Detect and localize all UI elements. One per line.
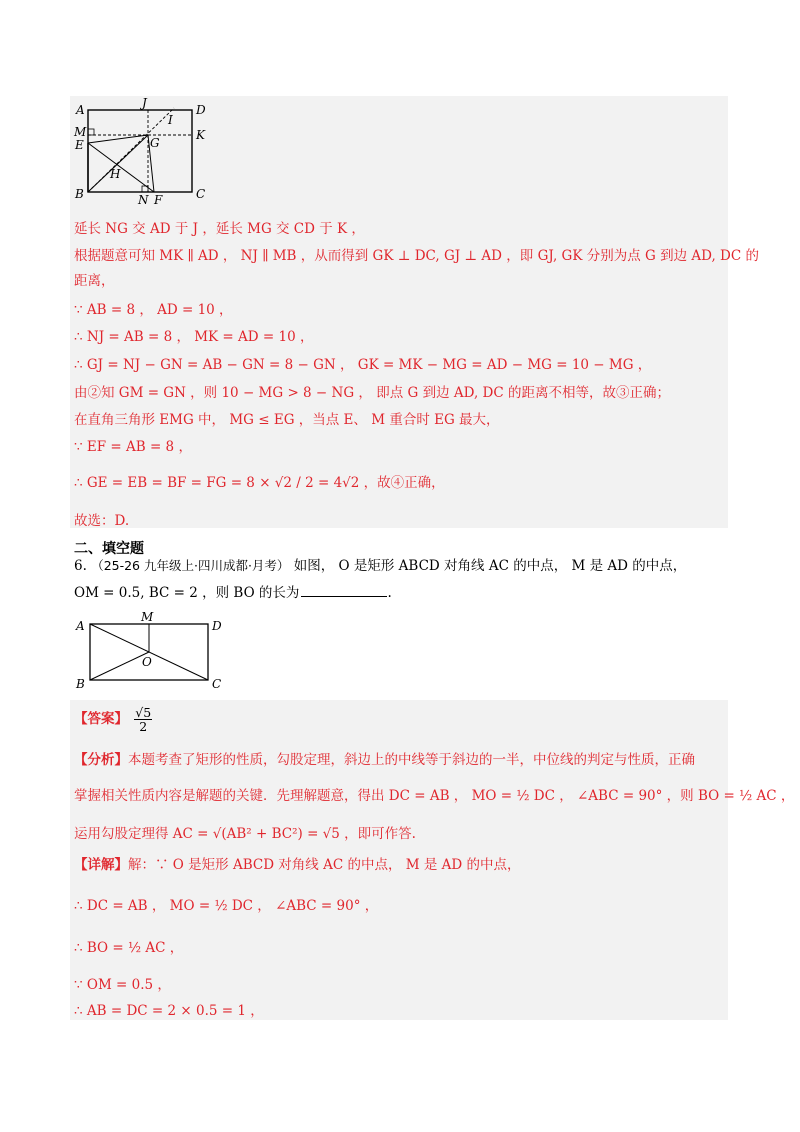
solution-line-10: ∴ GE = EB = BF = FG = 8 × √2 / 2 = 4√2 ，故④正确， xyxy=(74,475,445,491)
solution-line-6: ∴ GJ = NJ − GN = AB − GN = 8 − GN ， GK = MK − MG = AD − MG = 10 − MG ， xyxy=(74,357,652,373)
solution-line-7: 由②知 GM = GN ，则 10 − MG > 8 − NG ， 即点 G 到边 AD, DC 的距离不相等，故③正确； xyxy=(74,385,670,401)
detail-line-1 xyxy=(74,857,521,873)
question-text-a: 如图， O 是矩形 ABCD 对角线 AC 的中点， M 是 AD 的中点， xyxy=(293,558,687,574)
answer-value: $\frac{√5}{2}$ xyxy=(135,705,152,735)
section-title: 二、填空题 xyxy=(74,541,144,557)
solution-line-3: 距离， xyxy=(74,273,115,289)
analysis-line-2: 掌握相关性质内容是解题的关键．先理解题意，得出 DC = AB ， MO = ½ DC ， ∠ABC = 90° ，则 BO = ½ AC ， xyxy=(74,788,795,804)
question-number: 6. xyxy=(74,558,87,574)
analysis-line-3: 运用勾股定理得 AC = √(AB² + BC²) = √5 ，即可作答. xyxy=(74,826,416,842)
detail-line-5: ∴ AB = DC = 2 × 0.5 = 1 ， xyxy=(74,1003,264,1019)
question-line-2 xyxy=(74,585,392,601)
label-C: C xyxy=(196,187,206,201)
label-O2: O xyxy=(142,655,152,669)
label-G: G xyxy=(150,136,160,150)
label-E: E xyxy=(75,138,84,152)
solution-line-11: 故选：D. xyxy=(74,513,130,529)
label-K: K xyxy=(196,128,205,142)
label-M: M xyxy=(74,125,87,139)
solution-line-5: ∴ NJ = AB = 8 ， MK = AD = 10 ， xyxy=(74,329,314,345)
label-D2: D xyxy=(212,619,222,633)
rectangle-figure-abcd xyxy=(70,612,230,692)
analysis-line-1 xyxy=(74,752,695,768)
analysis-text-1: 本题考查了矩形的性质，勾股定理，斜边上的中线等于斜边的一半，中位线的判定与性质，正确 xyxy=(128,752,695,768)
label-N: N xyxy=(138,193,149,207)
solution-line-4: ∵ AB = 8 ， AD = 10 ， xyxy=(74,302,233,318)
label-B2: B xyxy=(76,677,85,691)
label-C2: C xyxy=(212,677,222,691)
detail-line-2: ∴ DC = AB ， MO = ½ DC ， ∠ABC = 90° ， xyxy=(74,898,379,914)
geometry-figure-efgb xyxy=(70,98,220,208)
detail-line-4: ∵ OM = 0.5 ， xyxy=(74,977,171,993)
label-I: I xyxy=(168,113,173,127)
detail-text-1: 解：∵ O 是矩形 ABCD 对角线 AC 的中点， M 是 AD 的中点， xyxy=(128,857,521,873)
label-D: D xyxy=(196,103,206,117)
detail-line-3: ∴ BO = ½ AC ， xyxy=(74,940,184,956)
answer-label: 【答案】 xyxy=(74,711,128,728)
label-A2: A xyxy=(76,619,85,633)
label-J: J xyxy=(142,98,147,110)
label-M2: M xyxy=(141,612,154,624)
label-A: A xyxy=(76,103,85,117)
question-text-end: . xyxy=(387,585,392,601)
solution-line-9: ∵ EF = AB = 8 ， xyxy=(74,439,192,455)
question-source: （25-26 九年级上·四川成都·月考） xyxy=(91,558,290,573)
label-H: H xyxy=(110,167,121,181)
analysis-label: 【分析】 xyxy=(74,752,128,768)
solution-line-8: 在直角三角形 EMG 中， MG ≤ EG ，当点 E、 M 重合时 EG 最大， xyxy=(74,412,500,428)
solution-line-1: 延长 NG 交 AD 于 J ，延长 MG 交 CD 于 K ， xyxy=(74,221,365,237)
answer-blank xyxy=(301,596,387,597)
label-B: B xyxy=(75,187,84,201)
label-F: F xyxy=(154,193,163,207)
detail-label: 【详解】 xyxy=(74,857,128,873)
question-text-b: OM = 0.5, BC = 2 ，则 BO 的长为 xyxy=(74,585,300,601)
solution-line-2: 根据题意可知 MK ∥ AD ， NJ ∥ MB ，从而得到 GK ⊥ DC, GJ ⊥ AD ，即 GJ, GK 分别为点 G 到边 AD, DC 的 xyxy=(74,248,759,264)
answer-line xyxy=(74,706,154,733)
question-line-1 xyxy=(74,558,686,574)
